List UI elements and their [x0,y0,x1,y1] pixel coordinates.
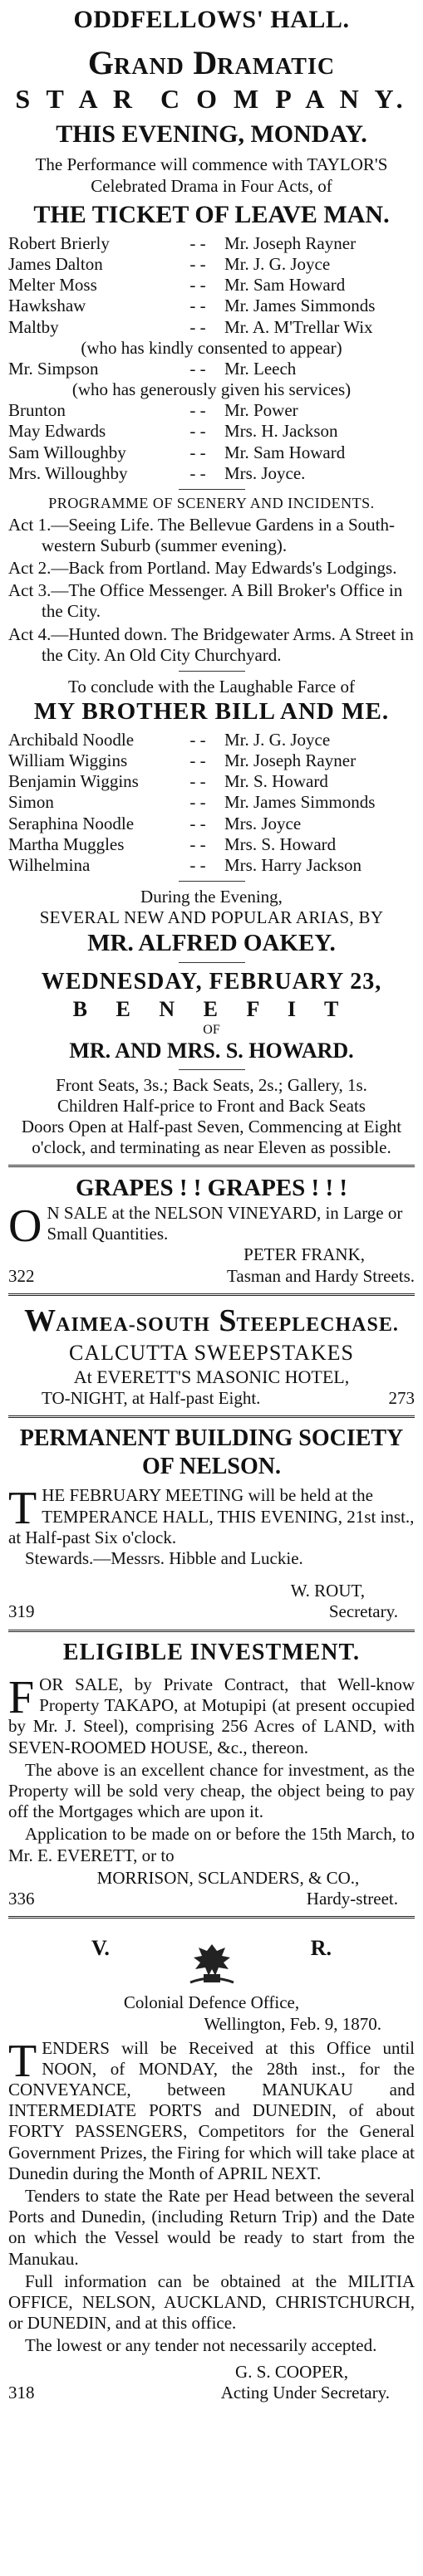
cast-row: William Wiggins - - Mr. Joseph Rayner [8,750,357,771]
cast-row: Wilhelmina - - Mrs. Harry Jackson [8,855,362,876]
cast-row: Benjamin Wiggins - - Mr. S. Howard [8,771,328,792]
dropcap: F [8,1674,35,1724]
during-text: During the Evening, [140,887,283,907]
royal-cipher: V. R. [91,1936,332,1961]
cast-row: Hawkshaw - - Mr. James Simmonds [8,296,376,316]
act-description: Act 3.—The Office Messenger. A Bill Broker's Office in the City. [8,580,403,622]
act-description: Act 4.—Hunted down. The Bridgewater Arms. A Street in the City. An Old City Churchyard. [8,623,414,665]
doors-text: Doors Open at Half-past Seven, Commencing at Eight o'clock, and terminating as near Eleven as possible. [21,1116,402,1158]
royal-crest-icon [8,1941,415,1987]
section-divider [8,1916,415,1919]
steeplechase-line2: CALCUTTA SWEEPSTAKES [68,1341,355,1366]
cast-row: Mr. Simpson - - Mr. Leech [8,358,297,379]
cast-row: Maltby - - Mr. A. M'Trellar Wix [8,316,373,337]
cast-note: (who has generously given his services) [71,379,352,400]
cast-note: (who has kindly consented to appear) [81,337,342,358]
steeplechase-advertisement [8,1303,415,1409]
company-line-1: GRAND DRAMATIC [87,44,336,81]
defence-paragraph: The lowest or any tender not necessarily accepted. [25,2335,377,2356]
dropcap: T [8,2037,37,2087]
divider [179,489,245,490]
investment-paragraph: Application to be made on or before the 15th March, to Mr. E. EVERETT, or to [8,1824,415,1865]
prices-text: Front Seats, 3s.; Back Seats, 2s.; Gallery, 1s. [56,1074,367,1095]
divider [179,1069,245,1070]
defence-office: Colonial Defence Office, [123,1992,300,2013]
cast-row: Simon - - Mr. James Simmonds [8,792,376,813]
investment-advertisement [8,1639,415,1910]
cast-row: Mrs. Willoughby - - Mrs. Joyce. [8,462,306,483]
investment-paragraph: The above is an excellent chance for investment, as the Property will be sold very cheap, the object being to pay off the Mortgages which are upon it. [8,1759,415,1822]
steeplechase-line4: TO-NIGHT, at Half-past Eight. 273 [42,1388,415,1409]
dropcap: T [8,1485,37,1535]
children-text: Children Half-price to Front and Back Seats [57,1095,366,1116]
cast-row: Melter Moss - - Mr. Sam Howard [8,275,346,296]
play-title: THE TICKET OF LEAVE MAN. [33,200,390,228]
divider [179,962,245,963]
intro-text: The Performance will commence with TAYLOR'S Celebrated Drama in Four Acts, of [35,154,388,196]
tonight-heading: THIS EVENING, MONDAY. [56,120,367,149]
section-divider [8,1630,415,1632]
benefit-date: WEDNESDAY, FEBRUARY 23, [41,969,382,995]
defence-date: Wellington, Feb. 9, 1870. [204,2013,381,2034]
defence-paragraph: Tenders to state the Rate per Head between the several Ports and Dunedin, (including Return Trip) and the Date on which the Vessel would be ready to start from the Manukau. [8,2186,415,2269]
farce-cast-list [8,730,415,876]
arias-text: SEVERAL NEW AND POPULAR ARIAS, BY [39,907,384,928]
farce-title: MY BROTHER BILL AND ME. [33,698,390,726]
defence-advertisement [8,1935,415,2403]
divider [179,671,245,672]
grapes-signer: PETER FRANK, [243,1244,365,1265]
programme-heading: PROGRAMME OF SCENERY AND INCIDENTS. [48,495,375,512]
divider [179,881,245,882]
section-divider [8,1415,415,1418]
farce-intro: To conclude with the Laughable Farce of [68,676,355,697]
beneficiaries: MR. AND MRS. S. HOWARD. [69,1039,354,1063]
grapes-footer: 322 Tasman and Hardy Streets. [8,1265,415,1286]
grapes-body: O N SALE at the NELSON VINEYARD, in Large or Small Quantities. [8,1203,403,1245]
benefit-heading: B E N E F I T [72,996,351,1021]
cast-row: Sam Willoughby - - Mr. Sam Howard [8,442,346,462]
cast-row: May Edwards - - Mrs. H. Jackson [8,421,338,442]
defence-paragraph: Full information can be obtained at the MILITIA OFFICE, NELSON, AUCKLAND, CHRISTCHURCH, or DUNEDIN, and at this office. [8,2270,415,2334]
cast-row: Martha Muggles - - Mrs. S. Howard [8,833,337,854]
investment-body: F OR SALE, by Private Contract, that Well-know Property TAKAPO, at Motupipi (at present occupied by Mr. J. Steel), comprising 256 Acres of LAND, with SEVEN-ROOMED HOUSE, &c., thereon. [8,1674,415,1757]
cast-row: Robert Brierly - - Mr. Joseph Rayner [8,232,357,253]
steeplechase-line3: At EVERETT'S MASONIC HOTEL, [73,1366,350,1387]
cast-row: Seraphina Noodle - - Mrs. Joyce [8,813,302,833]
grapes-advertisement [8,1174,415,1287]
steeplechase-title: WAIMEA-SOUTH STEEPLECHASE. [24,1303,399,1338]
investment-footer: 336 Hardy-street. [8,1888,398,1909]
theatre-advertisement [8,5,415,1158]
section-divider [8,1165,415,1167]
building-signer: W. ROUT, [290,1581,365,1601]
stewards-text: Stewards.—Messrs. Hibble and Luckie. [25,1547,303,1568]
defence-signer: G. S. COOPER, [235,2361,348,2382]
cast-row: Brunton - - Mr. Power [8,400,298,421]
dropcap: O [8,1203,42,1245]
building-footer: 319 Secretary. [8,1601,398,1622]
building-title-2: OF NELSON. [142,1453,281,1479]
investment-title: ELIGIBLE INVESTMENT. [62,1639,361,1665]
investment-agent: MORRISON, SCLANDERS, & CO., [96,1867,360,1888]
hall-heading: ODDFELLOWS' HALL. [73,6,350,33]
cast-row: Archibald Noodle - - Mr. J. G. Joyce [8,729,331,750]
of-text: OF [203,1023,220,1038]
building-body: T HE FEBRUARY MEETING will be held at the TEMPERANCE HALL, THIS EVENING, 21st inst., at Half-past Six o'clock. [8,1485,415,1547]
building-title-1: PERMANENT BUILDING SOCIETY [19,1425,404,1452]
singer-name: MR. ALFRED OAKEY. [87,929,336,956]
company-line-2: S T A R C O M P A N Y. [15,84,408,114]
act-description: Act 2.—Back from Portland. May Edwards's Lodgings. [8,557,397,578]
defence-body: T ENDERS will be Received at this Office until NOON, of MONDAY, the 28th inst., for the CONVEYANCE, between MANUKAU and INTERMEDIATE PORTS and DUNEDIN, of about FORTY PASSENGERS, Competitors for the General Government Prizes, the Firing for which will take place at Dunedin during the Month of APRIL NEXT. [8,2037,415,2183]
grapes-title: GRAPES ! ! GRAPES ! ! ! [75,1175,348,1202]
defence-footer: 318 Acting Under Secretary. [8,2382,390,2402]
cast-row: James Dalton - - Mr. J. G. Joyce [8,253,331,274]
building-society-advertisement [8,1425,415,1622]
section-divider [8,1293,415,1296]
act-description: Act 1.—Seeing Life. The Bellevue Gardens in a South-western Suburb (summer evening). [8,514,395,555]
cast-list [8,233,415,484]
